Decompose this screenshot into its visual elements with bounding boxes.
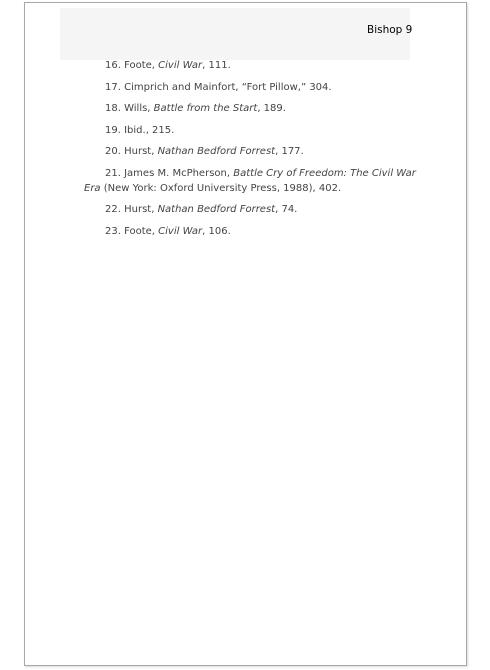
header-area [60, 8, 413, 60]
endnote: 18. Wills, Battle from the Start, 189. [105, 103, 286, 114]
endnote: 20. Hurst, Nathan Bedford Forrest, 177. [105, 146, 304, 157]
endnote: 19. Ibid., 215. [105, 124, 175, 136]
endnote: 22. Hurst, Nathan Bedford Forrest, 74. [105, 204, 298, 215]
endnotes-list [84, 58, 429, 245]
running-head: Bishop 9 [367, 24, 413, 36]
endnote: 17. Cimprich and Mainfort, “Fort Pillow,” 304. [105, 81, 332, 93]
endnote: 21. James M. McPherson, Battle Cry of Freedom: The Civil War Era (New York: Oxford University Press, 1988), 402. [84, 167, 416, 194]
endnote: 23. Foote, Civil War, 106. [105, 225, 231, 237]
endnote: 16. Foote, Civil War, 111. [105, 60, 231, 71]
